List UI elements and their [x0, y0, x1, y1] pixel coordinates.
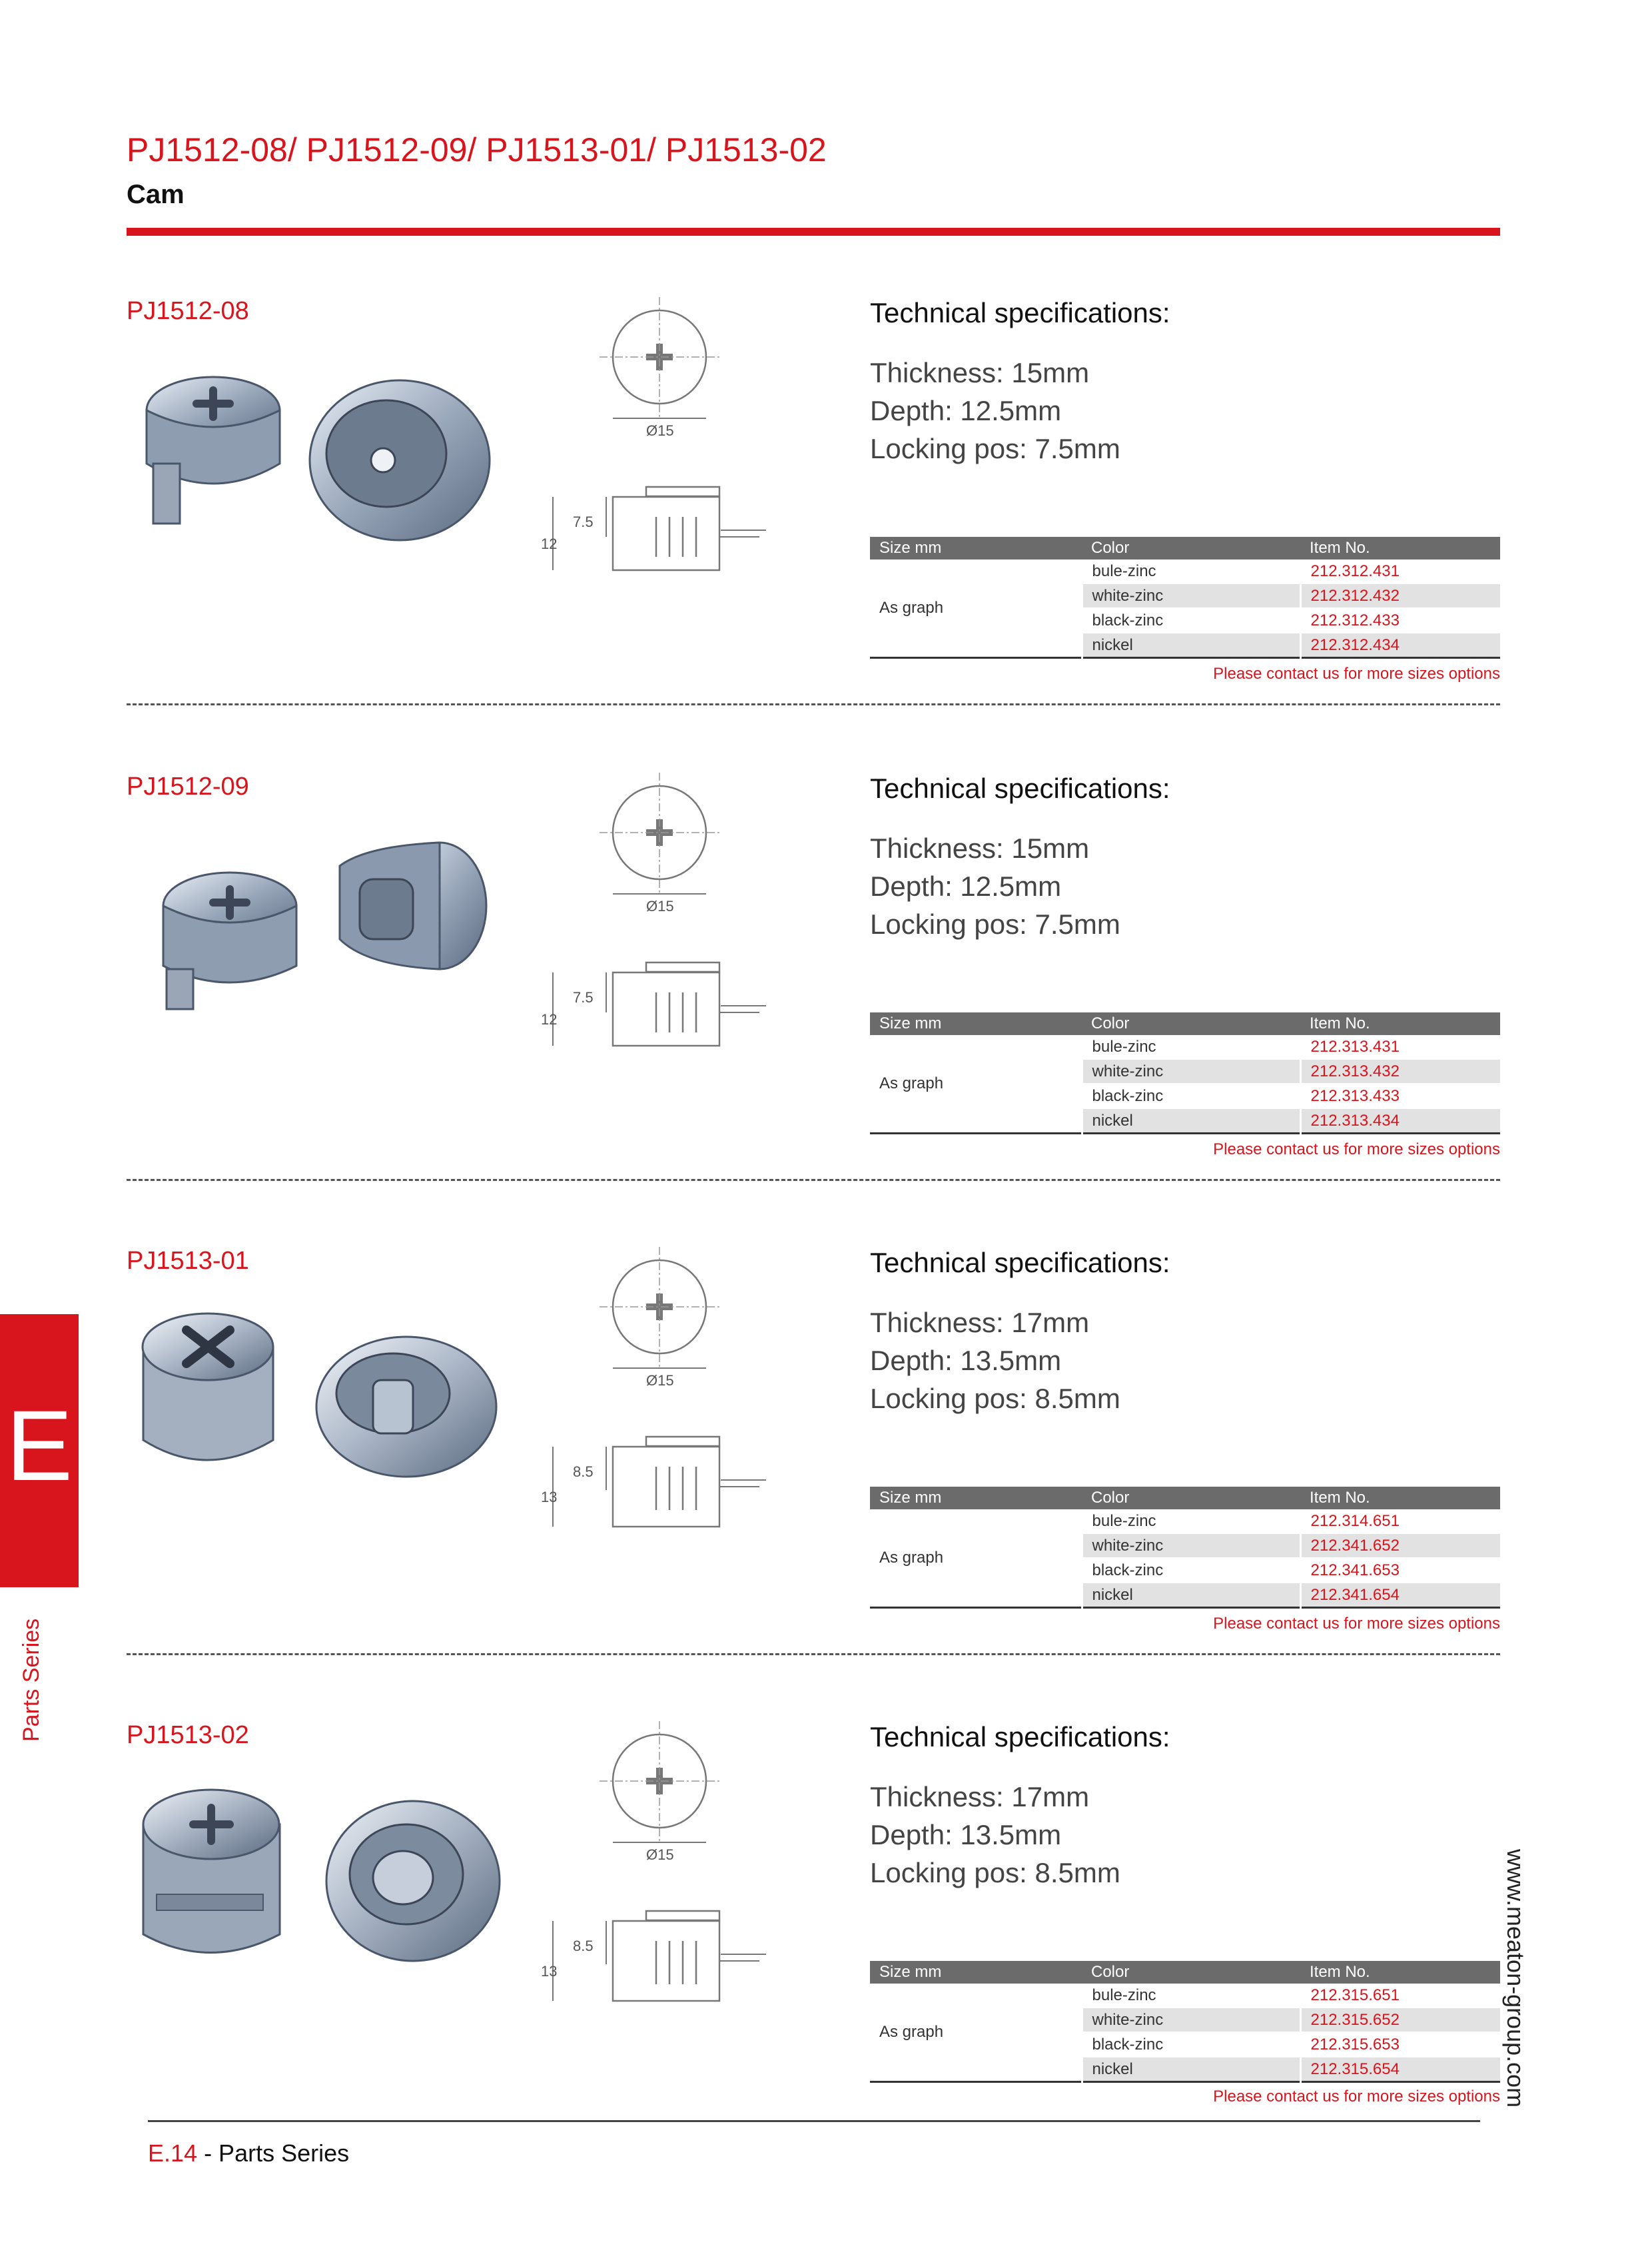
product-section-pj1513-02	[0, 1721, 1652, 2197]
footer-rule	[148, 2120, 1480, 2122]
tech-spec-heading: Technical specifications:	[870, 297, 1170, 328]
item-number-cell: 212.312.434	[1300, 633, 1500, 658]
size-cell: As graph	[870, 1035, 1082, 1134]
header-size: Size mm	[870, 1487, 1082, 1509]
product-code: PJ1513-01	[127, 1247, 249, 1275]
header-item: Item No.	[1300, 537, 1500, 560]
item-number-cell: 212.312.432	[1300, 583, 1500, 608]
contact-note: Please contact us for more sizes options	[1213, 1140, 1500, 1158]
spec-table	[870, 1487, 1500, 1609]
product-code: PJ1512-09	[127, 773, 249, 801]
title-rule	[127, 228, 1500, 236]
product-code: PJ1513-02	[127, 1721, 249, 1749]
technical-drawing	[541, 297, 773, 603]
section-divider	[127, 1179, 1500, 1181]
item-number-cell: 212.315.653	[1300, 2032, 1500, 2057]
header-size: Size mm	[870, 1012, 1082, 1035]
technical-drawing	[541, 1721, 773, 2028]
section-tab-label: Parts Series	[19, 1618, 44, 1742]
tech-spec-heading: Technical specifications:	[870, 1247, 1170, 1278]
spec-depth: Depth: 12.5mm	[870, 871, 1062, 902]
locking-dimension: 8.5	[573, 1938, 594, 1954]
header-size: Size mm	[870, 1961, 1082, 1984]
header-color: Color	[1082, 1012, 1300, 1035]
cam-product-photo	[140, 364, 500, 557]
item-number-cell: 212.312.433	[1300, 608, 1500, 633]
contact-note: Please contact us for more sizes options	[1213, 1615, 1500, 1633]
color-cell: bule-zinc	[1082, 1035, 1300, 1059]
diameter-label: Ø15	[646, 1846, 674, 1863]
size-cell: As graph	[870, 1984, 1082, 2082]
diameter-label: Ø15	[646, 898, 674, 915]
item-number-cell: 212.341.654	[1300, 1583, 1500, 1608]
color-cell: white-zinc	[1082, 2008, 1300, 2032]
cam-product-photo	[140, 839, 500, 1032]
footer-label: - Parts Series	[197, 2139, 350, 2167]
page-footer	[148, 2139, 349, 2167]
page-number: E.14	[148, 2139, 198, 2167]
color-cell: bule-zinc	[1082, 1984, 1300, 2008]
locking-dimension: 8.5	[573, 1463, 594, 1480]
spec-thickness: Thickness: 17mm	[870, 1781, 1090, 1812]
size-cell: As graph	[870, 560, 1082, 658]
header-item: Item No.	[1300, 1487, 1500, 1509]
color-cell: nickel	[1082, 1108, 1300, 1134]
tech-spec-heading: Technical specifications:	[870, 1721, 1170, 1752]
tech-spec-heading: Technical specifications:	[870, 773, 1170, 804]
diameter-label: Ø15	[646, 1372, 674, 1389]
color-cell: black-zinc	[1082, 2032, 1300, 2057]
product-code: PJ1512-08	[127, 297, 249, 325]
color-cell: bule-zinc	[1082, 1509, 1300, 1533]
height-dimension: 13	[541, 1489, 558, 1505]
spec-locking: Locking pos: 7.5mm	[870, 909, 1120, 940]
page-subtitle: Cam	[127, 180, 185, 209]
item-number-cell: 212.313.432	[1300, 1059, 1500, 1084]
header-color: Color	[1082, 1487, 1300, 1509]
locking-dimension: 7.5	[573, 514, 594, 530]
header-item: Item No.	[1300, 1961, 1500, 1984]
diameter-label: Ø15	[646, 422, 674, 439]
color-cell: white-zinc	[1082, 1059, 1300, 1084]
section-tab-letter: E	[5, 1389, 73, 1501]
product-section-pj1512-08	[0, 297, 1652, 773]
spec-thickness: Thickness: 15mm	[870, 357, 1090, 388]
page-title: PJ1512-08/ PJ1512-09/ PJ1513-01/ PJ1513-02	[127, 131, 827, 169]
item-number-cell: 212.341.653	[1300, 1558, 1500, 1583]
spec-locking: Locking pos: 8.5mm	[870, 1383, 1120, 1414]
color-cell: black-zinc	[1082, 1558, 1300, 1583]
height-dimension: 13	[541, 1963, 558, 1980]
item-number-cell: 212.315.654	[1300, 2057, 1500, 2082]
header-color: Color	[1082, 1961, 1300, 1984]
spec-thickness: Thickness: 15mm	[870, 833, 1090, 864]
spec-table	[870, 1961, 1500, 2083]
color-cell: white-zinc	[1082, 583, 1300, 608]
cam-product-photo	[140, 1788, 500, 1981]
spec-locking: Locking pos: 7.5mm	[870, 433, 1120, 464]
color-cell: nickel	[1082, 633, 1300, 658]
contact-note: Please contact us for more sizes options	[1213, 665, 1500, 683]
contact-note: Please contact us for more sizes options	[1213, 2087, 1500, 2105]
header-size: Size mm	[870, 537, 1082, 560]
color-cell: black-zinc	[1082, 608, 1300, 633]
item-number-cell: 212.315.651	[1300, 1984, 1500, 2008]
color-cell: nickel	[1082, 1583, 1300, 1608]
color-cell: nickel	[1082, 2057, 1300, 2082]
product-section-pj1512-09	[0, 773, 1652, 1248]
item-number-cell: 212.313.434	[1300, 1108, 1500, 1134]
header-color: Color	[1082, 537, 1300, 560]
spec-thickness: Thickness: 17mm	[870, 1307, 1090, 1338]
spec-table	[870, 537, 1500, 659]
color-cell: white-zinc	[1082, 1533, 1300, 1558]
item-number-cell: 212.312.431	[1300, 560, 1500, 583]
website-url: www.meaton-group.com	[1502, 1849, 1529, 2108]
header-item: Item No.	[1300, 1012, 1500, 1035]
product-section-pj1513-01	[0, 1247, 1652, 1722]
spec-depth: Depth: 12.5mm	[870, 395, 1062, 426]
item-number-cell: 212.314.651	[1300, 1509, 1500, 1533]
technical-drawing	[541, 1247, 773, 1553]
spec-table	[870, 1012, 1500, 1134]
locking-dimension: 7.5	[573, 989, 594, 1006]
section-divider	[127, 1653, 1500, 1655]
cam-product-photo	[140, 1313, 500, 1507]
height-dimension: 12	[541, 1011, 558, 1028]
item-number-cell: 212.313.433	[1300, 1084, 1500, 1108]
height-dimension: 12	[541, 536, 558, 552]
item-number-cell: 212.313.431	[1300, 1035, 1500, 1059]
spec-locking: Locking pos: 8.5mm	[870, 1857, 1120, 1888]
technical-drawing	[541, 773, 773, 1079]
size-cell: As graph	[870, 1509, 1082, 1608]
color-cell: black-zinc	[1082, 1084, 1300, 1108]
spec-depth: Depth: 13.5mm	[870, 1819, 1062, 1850]
item-number-cell: 212.315.652	[1300, 2008, 1500, 2032]
spec-depth: Depth: 13.5mm	[870, 1345, 1062, 1376]
item-number-cell: 212.341.652	[1300, 1533, 1500, 1558]
color-cell: bule-zinc	[1082, 560, 1300, 583]
section-divider	[127, 703, 1500, 705]
